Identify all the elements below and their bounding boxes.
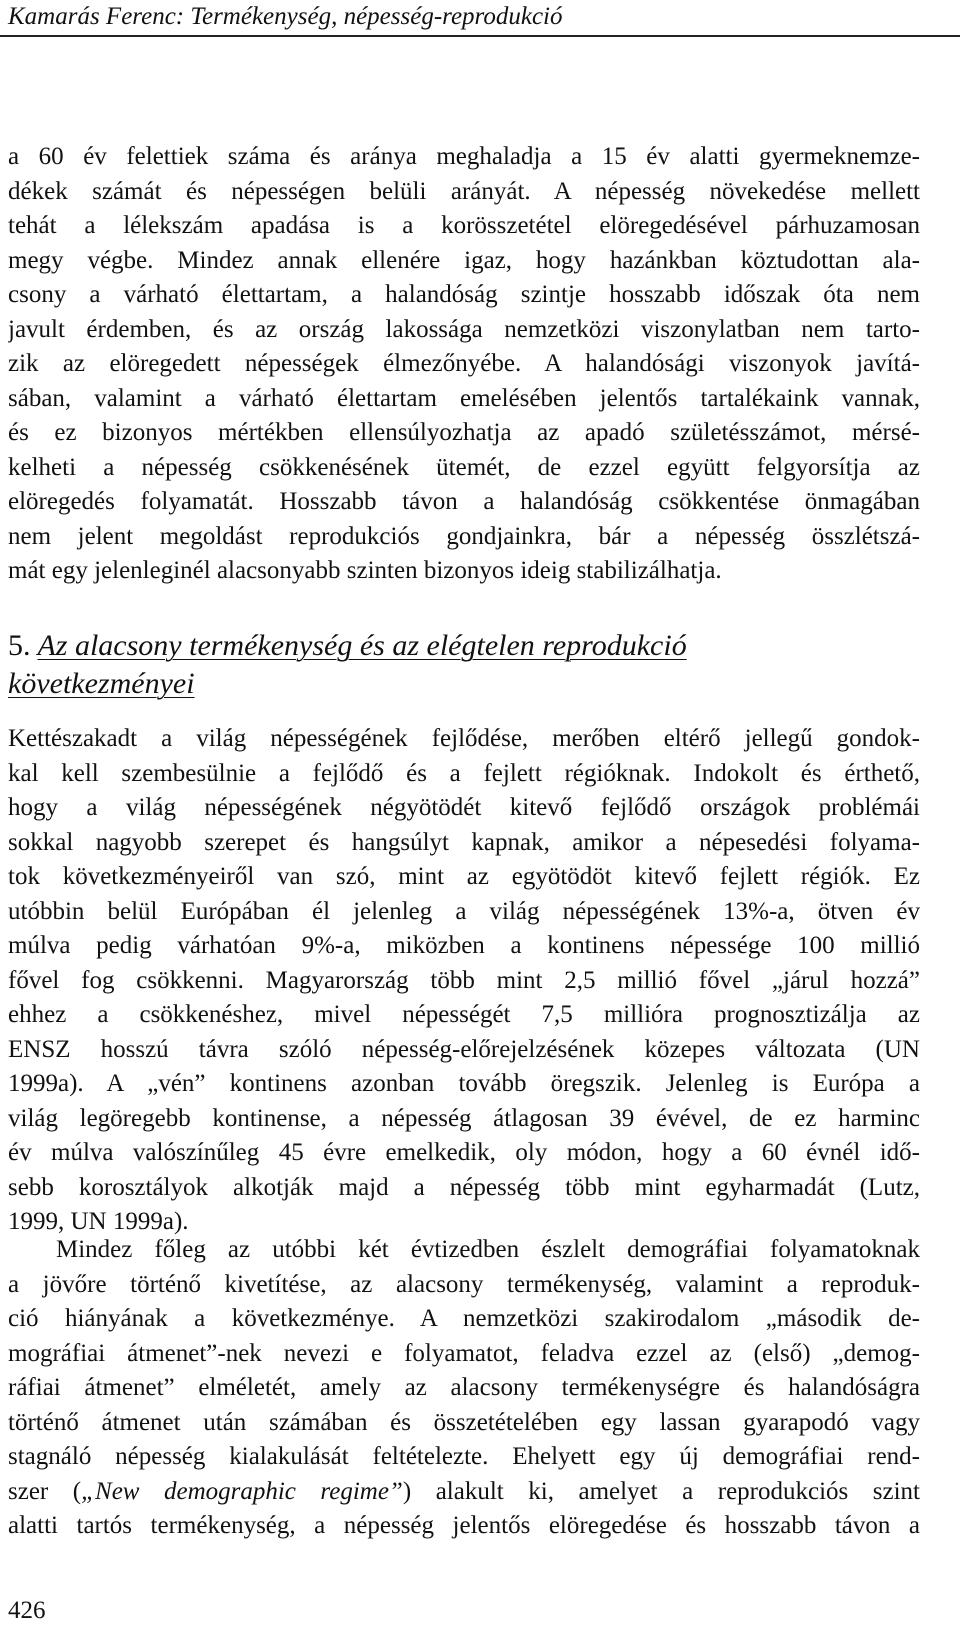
text-line: hogy a világ népességének négyötödét kitevő fejlődő országok problémái — [8, 794, 920, 821]
text-line-with-italic — [8, 1475, 920, 1510]
text-line: ENSZ hosszú távra szóló népesség-előrejelzésének közepes változata (UN — [8, 1035, 920, 1063]
section-title-part-2: következményei — [8, 667, 195, 700]
text-line: csony a várható élettartam, a halandóság szintje hosszabb időszak óta nem — [8, 281, 920, 308]
text-span: szer ( — [8, 1477, 82, 1505]
text-line: sebb korosztályok alkotják majd a népesség több mint egyharmadát (Lutz, — [8, 1173, 920, 1201]
text-line: stagnáló népesség kialakulását feltételezte. Ehelyett egy új demográfiai rend- — [8, 1443, 920, 1470]
text-line: sában, valamint a várható élettartam emelésében jelentős tartalékaink vannak, — [8, 384, 920, 412]
text-line: a jövőre történő kivetítése, az alacsony termékenység, valamint a reproduk- — [8, 1270, 920, 1298]
section-heading — [8, 627, 920, 703]
text-line: javult érdemben, és az ország lakossága nemzetközi viszonylatban nem tarto- — [8, 315, 920, 343]
text-line: fővel fog csökkenni. Magyarország több mint 2,5 millió fővel „járul hozzá” — [8, 966, 920, 994]
text-line: Mindez főleg az utóbbi két évtizedben észlelt demográfiai folyamatoknak — [56, 1236, 920, 1263]
page-number: 426 — [8, 1597, 46, 1624]
text-line: elöregedés folyamatát. Hosszabb távon a halandóság csökkentése önmagában — [8, 488, 920, 515]
section-heading-line-2 — [8, 665, 920, 703]
header-rule — [0, 35, 960, 37]
text-line: kelheti a népesség csökkenésének ütemét, de ezzel együtt felgyorsítja az — [8, 453, 920, 481]
text-line: a 60 év felettiek száma és aránya meghaladja a 15 év alatti gyermeknemze- — [8, 143, 920, 170]
text-line: megy végbe. Mindez annak ellenére igaz, hogy hazánkban köztudottan ala- — [8, 246, 920, 274]
text-line: 1999a). A „vén” kontinens azonban tovább öregszik. Jelenleg is Európa a — [8, 1070, 920, 1097]
text-line: év múlva valószínűleg 45 évre emelkedik, oly módon, hogy a 60 évnél idő- — [8, 1139, 920, 1166]
section-title-part-1: Az alacsony termékenység és az elégtelen reprodukció — [37, 629, 687, 662]
text-line: mográfiai átmenet”-nek nevezi e folyamatot, feladva ezzel az (első) „demog- — [8, 1339, 920, 1367]
text-line: 1999, UN 1999a). — [8, 1208, 189, 1235]
paragraph-1 — [8, 140, 920, 589]
text-line: ehhez a csökkenéshez, mivel népességét 7,5 millióra prognosztizálja az — [8, 1001, 920, 1028]
section-heading-line-1 — [8, 627, 920, 665]
text-line: zik az elöregedett népességek élmezőnyébe. A halandósági viszonyok javítá- — [8, 350, 920, 377]
italic-term: „New demographic regime” — [81, 1477, 403, 1505]
section-number: 5. — [8, 629, 31, 662]
text-line: világ legöregebb kontinense, a népesség átlagosan 39 évével, de ez harminc — [8, 1104, 920, 1132]
text-line: tok következményeiről van szó, mint az egyötödöt kitevő fejlett régiók. Ez — [8, 863, 920, 890]
text-line: és ez bizonyos mértékben ellensúlyozhatja az apadó születésszámot, mérsé- — [8, 419, 920, 446]
text-line: mát egy jelenleginél alacsonyabb szinten bizonyos ideig stabilizálhatja. — [8, 557, 722, 584]
text-span: ) alakult ki, amelyet a reprodukciós szint — [402, 1477, 920, 1505]
text-line: ció hiányának a következménye. A nemzetközi szakirodalom „második de- — [8, 1305, 920, 1332]
text-line: nem jelent megoldást reprodukciós gondjainkra, bár a népesség összlétszá- — [8, 522, 920, 550]
text-line: tehát a lélekszám apadása is a korösszetétel elöregedésével párhuzamosan — [8, 212, 920, 239]
text-line: történő átmenet után számában és összetételében egy lassan gyarapodó vagy — [8, 1408, 920, 1436]
paragraph-3 — [8, 1233, 920, 1544]
running-header: Kamarás Ferenc: Termékenység, népesség-reprodukció — [8, 3, 563, 30]
text-line: Kettészakadt a világ népességének fejlődése, merőben eltérő jellegű gondok- — [8, 725, 920, 752]
text-line: sokkal nagyobb szerepet és hangsúlyt kapnak, amikor a népesedési folyama- — [8, 828, 920, 856]
text-line: dékek számát és népességen belüli arányát. A népesség növekedése mellett — [8, 177, 920, 205]
text-line: utóbbin belül Európában él jelenleg a világ népességének 13%-a, ötven év — [8, 897, 920, 925]
text-line: kal kell szembesülnie a fejlődő és a fejlett régióknak. Indokolt és érthető, — [8, 759, 920, 787]
paragraph-2 — [8, 722, 920, 1240]
text-line: ráfiai átmenet” elméletét, amely az alacsony termékenységre és halandóságra — [8, 1374, 920, 1401]
text-line: múlva pedig várhatóan 9%-a, miközben a kontinens népessége 100 millió — [8, 932, 920, 959]
text-line: alatti tartós termékenység, a népesség jelentős elöregedése és hosszabb távon a — [8, 1512, 920, 1539]
